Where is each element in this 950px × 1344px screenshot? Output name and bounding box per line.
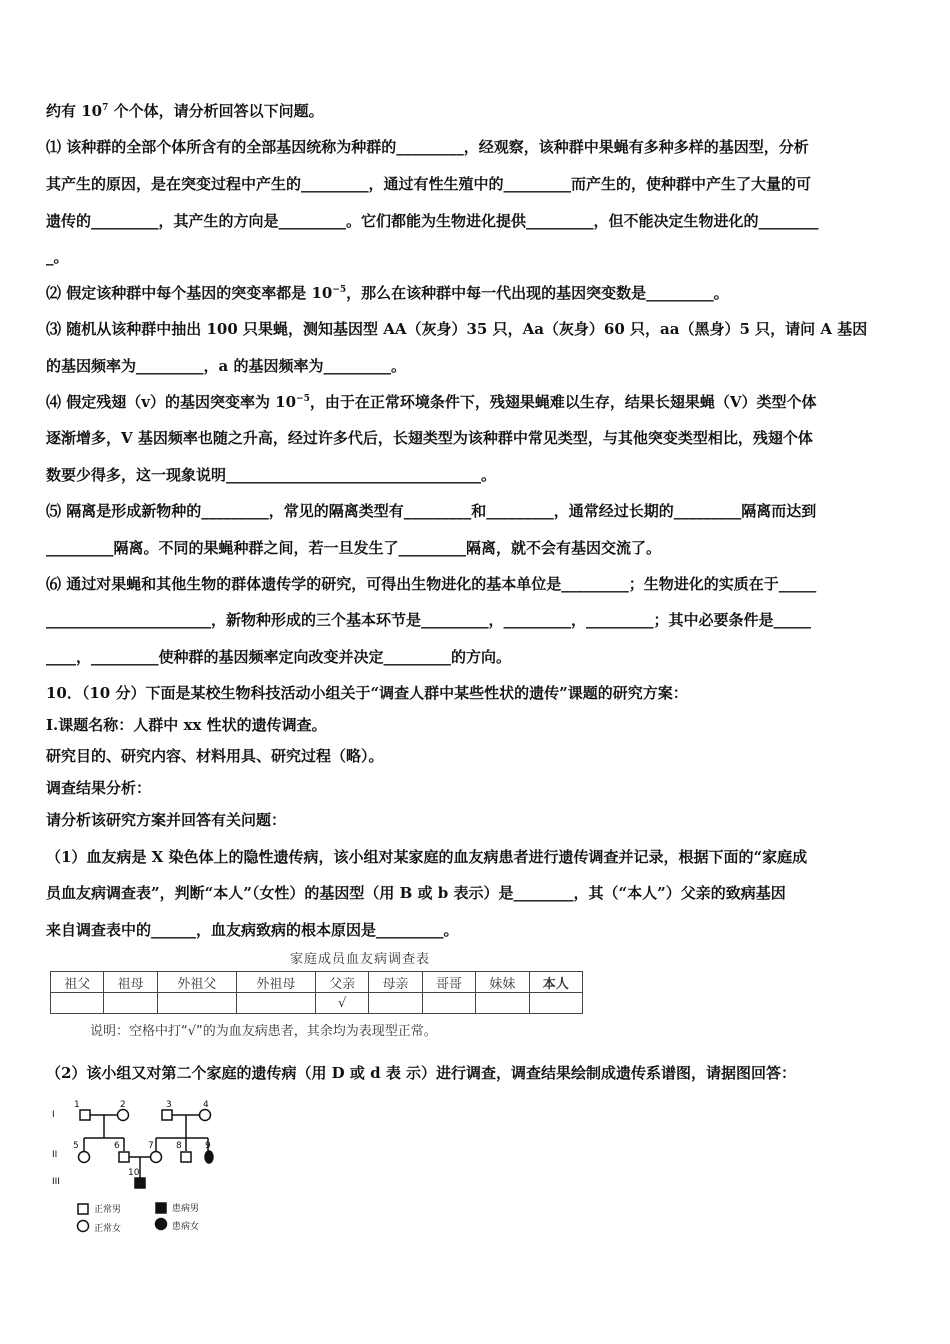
text-segment: ⑵ 假定该种群中每个基因的突变率都是 10 xyxy=(46,284,333,302)
pedigree-number: 2 xyxy=(120,1100,126,1110)
pedigree-5-normal-female xyxy=(79,1152,90,1163)
table-note: 说明：空格中打“√”的为血友病患者，其余均为表现型正常。 xyxy=(90,1024,437,1039)
table-header-cell: 哥哥 xyxy=(422,972,475,993)
survey-table-block xyxy=(50,948,585,1039)
pedigree-number: 5 xyxy=(73,1141,79,1151)
table-cell xyxy=(236,993,315,1014)
pedigree-3-normal-male xyxy=(162,1110,172,1120)
pedigree-number: 8 xyxy=(176,1141,182,1151)
text-line: ⑶ 随机从该种群中抽出 100 只果蝇，测知基因型 AA（灰身）35 只，Aa（灰身）60 只，aa（黑身）5 只，请问 A 基因 xyxy=(46,320,868,338)
pedigree-1-normal-male xyxy=(80,1110,90,1120)
text-line: 10．（10 分）下面是某校生物科技活动小组关于“调查人群中某些性状的遗传”课题的研究方案： xyxy=(46,684,688,702)
text-line: 逐渐增多，V 基因频率也随之升高，经过许多代后，长翅类型为该种群中常见类型，与其他突变类型相比，残翅个体 xyxy=(46,429,813,447)
pedigree-2-normal-female xyxy=(118,1110,129,1121)
superscript: −5 xyxy=(332,285,347,295)
pedigree-4-normal-female xyxy=(200,1110,211,1121)
text-segment: ，由于在正常环境条件下，残翅果蝇难以生存，结果长翅果蝇（V）类型个体 xyxy=(309,393,817,411)
text-line: _。 xyxy=(46,248,69,266)
legend-normal-female-icon xyxy=(78,1221,89,1232)
text-segment: 约有 10 xyxy=(46,102,103,120)
pedigree-number: 6 xyxy=(114,1141,120,1151)
text-line xyxy=(46,282,906,304)
pedigree-number: 4 xyxy=(203,1100,209,1110)
table-header-cell: 妹妹 xyxy=(476,972,529,993)
legend-normal-male-icon xyxy=(78,1204,88,1214)
legend-affected-female: 患病女 xyxy=(172,1222,200,1232)
text-line: 其产生的原因，是在突变过程中产生的_________，通过有性生殖中的_________而产生的，使种群中产生了大量的可 xyxy=(46,175,812,193)
text-line: 请分析该研究方案并回答有关问题： xyxy=(46,811,287,829)
table-header-cell: 外祖父 xyxy=(157,972,236,993)
table-row xyxy=(51,993,583,1014)
pedigree-number: 10 xyxy=(128,1168,140,1178)
text-segment: ⑷ 假定残翅（v）的基因突变率为 10 xyxy=(46,393,297,411)
table-header-cell: 祖父 xyxy=(51,972,104,993)
table-cell: √ xyxy=(315,993,368,1014)
pedigree-chart xyxy=(48,1100,238,1240)
text-line: 员血友病调查表”，判断“本人”（女性）的基因型（用 B 或 b 表示）是________，其（“本人”）父亲的致病基因 xyxy=(46,884,786,902)
table-header-cell: 祖母 xyxy=(104,972,157,993)
text-line: 调查结果分析： xyxy=(46,779,152,797)
table-header-cell: 本人 xyxy=(529,972,582,993)
text-line: _________隔离。不同的果蝇种群之间，若一旦发生了_________隔离，就不会有基因交流了。 xyxy=(46,539,662,557)
text-line xyxy=(46,100,906,122)
pedigree-10-affected-male xyxy=(135,1178,145,1188)
pedigree-7-normal-female xyxy=(151,1152,162,1163)
generation-label-3: III xyxy=(52,1177,60,1187)
table-cell xyxy=(51,993,104,1014)
text-line: ⑹ 通过对果蝇和其他生物的群体遗传学的研究，可得出生物进化的基本单位是_________；生物进化的实质在于_____ xyxy=(46,575,817,593)
legend-normal-male: 正常男 xyxy=(94,1205,122,1215)
table-cell xyxy=(157,993,236,1014)
text-line: ⑸ 隔离是形成新物种的_________，常见的隔离类型有_________和_________，通常经过长期的_________隔离而达到 xyxy=(46,502,817,520)
pedigree-number: 9 xyxy=(205,1141,211,1151)
pedigree-svg xyxy=(48,1100,238,1240)
legend-affected-male-icon xyxy=(156,1203,166,1213)
pedigree-8-normal-male xyxy=(181,1152,191,1162)
text-line: 研究目的、研究内容、材料用具、研究过程（略）。 xyxy=(46,747,384,765)
table-header-cell: 外祖母 xyxy=(236,972,315,993)
text-line xyxy=(46,391,906,413)
text-line: 数要少得多，这一现象说明__________________________________。 xyxy=(46,466,497,484)
pedigree-number: 1 xyxy=(74,1100,80,1110)
pedigree-6-normal-male xyxy=(119,1152,129,1162)
generation-label-2: II xyxy=(52,1150,58,1160)
legend-affected-female-icon xyxy=(156,1219,167,1230)
text-line: I.课题名称：人群中 xx 性状的遗传调查。 xyxy=(46,716,327,734)
table-header-row xyxy=(51,972,583,993)
text-segment: ，那么在该种群中每一代出现的基因突变数是_________。 xyxy=(346,284,729,302)
pedigree-9-affected-female xyxy=(205,1151,213,1163)
text-line: 来自调查表中的______，血友病致病的根本原因是_________。 xyxy=(46,921,459,939)
table-cell xyxy=(104,993,157,1014)
generation-label-1: I xyxy=(52,1110,55,1120)
text-segment: 个个体，请分析回答以下问题。 xyxy=(108,102,324,120)
text-line: 的基因频率为_________，a 的基因频率为_________。 xyxy=(46,357,406,375)
text-line: ____，_________使种群的基因频率定向改变并决定_________的方向。 xyxy=(46,648,512,666)
table-caption: 家庭成员血友病调查表 xyxy=(289,952,430,967)
text-line: ⑴ 该种群的全部个体所含有的全部基因统称为种群的_________，经观察，该种群中果蝇有多种多样的基因型，分析 xyxy=(46,138,809,156)
table-cell xyxy=(422,993,475,1014)
superscript: 7 xyxy=(102,103,109,113)
text-line: 遗传的_________，其产生的方向是_________。它们都能为生物进化提供_________，但不能决定生物进化的________ xyxy=(46,212,819,230)
text-line: （1）血友病是 X 染色体上的隐性遗传病，该小组对某家庭的血友病患者进行遗传调查并记录，根据下面的“家庭成 xyxy=(46,848,808,866)
survey-table xyxy=(50,971,583,1014)
table-cell xyxy=(529,993,582,1014)
table-cell xyxy=(476,993,529,1014)
text-line: （2）该小组又对第二个家庭的遗传病（用 D 或 d 表 示）进行调查，调查结果绘制成遗传系谱图，请据图回答： xyxy=(46,1064,797,1082)
legend-normal-female: 正常女 xyxy=(94,1224,122,1234)
superscript: −5 xyxy=(296,394,310,404)
text-line: ______________________，新物种形成的三个基本环节是_________，_________，_________；其中必要条件是_____ xyxy=(46,611,812,629)
table-header-cell: 母亲 xyxy=(369,972,422,993)
table-header-cell: 父亲 xyxy=(315,972,368,993)
legend-affected-male: 患病男 xyxy=(172,1204,200,1214)
table-cell xyxy=(369,993,422,1014)
pedigree-number: 3 xyxy=(166,1100,172,1110)
pedigree-number: 7 xyxy=(148,1141,154,1151)
